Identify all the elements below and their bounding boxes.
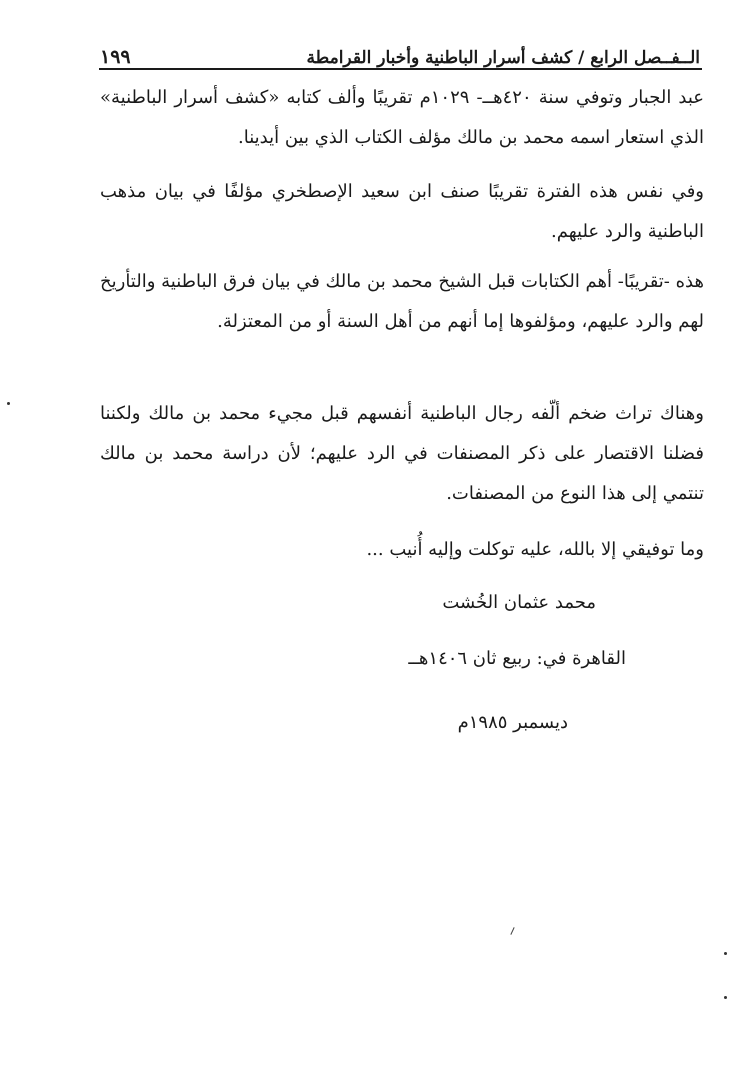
closing-line: وما توفيقي إلا بالله، عليه توكلت وإليه أُنيب ... bbox=[366, 539, 704, 560]
scan-speck bbox=[7, 402, 10, 405]
place-and-hijri-date: القاهرة في: ربيع ثان ١٤٠٦هــ bbox=[408, 648, 626, 669]
scan-speck bbox=[724, 996, 727, 999]
running-title: الــفــصل الرابع / كشف أسرار الباطنية وأخبار القرامطة bbox=[306, 48, 700, 68]
paragraph-3: هذه -تقريبًا- أهم الكتابات قبل الشيخ محمد بن مالك في بيان فرق الباطنية والتأريخ لهم والرد عليهم، ومؤلفوها إما أنهم من أهل السنة أو من المعتزلة. bbox=[100, 271, 704, 332]
paragraph-1: عبد الجبار وتوفي سنة ٤٢٠هــ- ١٠٢٩م تقريبًا وألف كتابه «كشف أسرار الباطنية» الذي استعار اسمه محمد بن مالك مؤلف الكتاب الذي بين أيدينا. bbox=[100, 87, 705, 148]
gregorian-date: ديسمبر ١٩٨٥م bbox=[457, 712, 568, 733]
scan-speck bbox=[724, 952, 727, 955]
page-header bbox=[100, 34, 700, 68]
header-rule bbox=[99, 68, 702, 70]
author-signature: محمد عثمان الخُشت bbox=[442, 592, 596, 613]
paragraph-4: وهناك تراث ضخم ألّفه رجال الباطنية أنفسهم قبل مجيء محمد بن مالك ولكننا فضلنا الاقتصار على ذكر المصنفات في الرد عليهم؛ لأن دراسة محمد بن مالك تنتمي إلى هذا النوع من المصنفات. bbox=[100, 403, 704, 504]
scan-mark bbox=[510, 927, 514, 935]
page-number: ١٩٩ bbox=[100, 46, 131, 68]
paragraph-2: وفي نفس هذه الفترة تقريبًا صنف ابن سعيد الإصطخري مؤلفًا في بيان مذهب الباطنية والرد عليهم. bbox=[100, 181, 704, 242]
